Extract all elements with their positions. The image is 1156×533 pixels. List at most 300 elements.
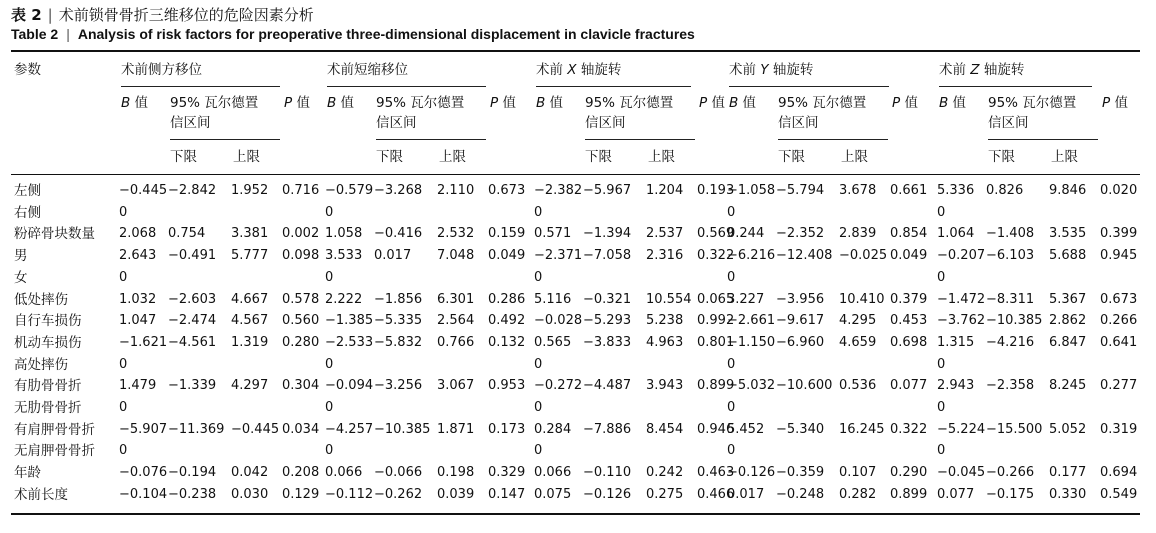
table-cell: 0.578 xyxy=(282,291,320,307)
table-cell: 5.367 xyxy=(1049,291,1087,307)
table-cell: 0.075 xyxy=(534,486,572,502)
row-label: 男 xyxy=(14,248,28,265)
table-cell: 0.177 xyxy=(1049,465,1087,481)
table-row xyxy=(0,289,1156,311)
table-cell: 0 xyxy=(937,204,946,220)
ci-header-line1: 95% 瓦尔德置 xyxy=(376,95,465,111)
table-cell: 0.399 xyxy=(1100,226,1138,242)
table-cell: 0 xyxy=(119,400,128,415)
ci-header xyxy=(988,93,1076,133)
table-row xyxy=(0,354,1156,376)
table-cell: 0.463 xyxy=(697,465,735,481)
table-cell: −0.416 xyxy=(374,226,423,242)
table-cell: 4.567 xyxy=(231,313,269,329)
table-row xyxy=(0,375,1156,397)
table-cell: 5.052 xyxy=(1049,421,1087,437)
table-cell: 10.554 xyxy=(646,291,692,307)
table-cell: 0 xyxy=(727,269,736,285)
group-title-5 xyxy=(939,60,1024,80)
p-value-header xyxy=(699,93,725,113)
table-cell: −2.474 xyxy=(168,313,217,329)
upper-bound-header: 上限 xyxy=(841,149,868,165)
table-cell: −0.175 xyxy=(986,486,1035,502)
ci-header-line2: 信区间 xyxy=(376,115,417,131)
table-cell: 16.245 xyxy=(839,421,885,437)
table-cell: −3.268 xyxy=(374,183,423,198)
table-cell: 0.379 xyxy=(890,291,928,307)
table-cell: −3.956 xyxy=(776,291,825,307)
table-cell: −1.472 xyxy=(937,291,986,307)
ci-header-line1: 95% 瓦尔德置 xyxy=(988,95,1077,111)
ci-header-line2: 信区间 xyxy=(778,115,819,131)
table-row xyxy=(0,332,1156,354)
table-cell: 0.946 xyxy=(697,421,735,437)
table-cell: 0.569 xyxy=(697,226,735,242)
table-cell: −7.886 xyxy=(583,421,632,437)
table-cell: 0.077 xyxy=(890,378,928,394)
param-header: 参数 xyxy=(14,62,41,78)
table-cell: 6.301 xyxy=(437,291,475,307)
table-cell: −2.382 xyxy=(534,183,583,198)
table-title-en: Analysis of risk factors for preoperative three-dimensional displacement in clavicle fractures xyxy=(77,26,695,42)
table-cell: −0.238 xyxy=(168,486,217,502)
table-bottom-rule xyxy=(11,513,1140,515)
table-cell: 2.643 xyxy=(119,248,157,264)
upper-bound-header: 上限 xyxy=(439,149,466,165)
table-cell: −1.150 xyxy=(727,334,776,350)
group-underline xyxy=(729,86,889,87)
table-row xyxy=(0,310,1156,332)
lower-bound-header: 下限 xyxy=(170,149,197,165)
ci-header-line1: 95% 瓦尔德置 xyxy=(585,95,674,111)
table-cell: −0.266 xyxy=(986,465,1035,481)
table-cell: 0.698 xyxy=(890,334,928,350)
table-cell: 0.107 xyxy=(839,465,877,481)
table-cell: 0 xyxy=(325,269,334,285)
table-cell: 0 xyxy=(119,269,128,285)
table-cell: 1.479 xyxy=(119,378,157,394)
group-title-suffix: 轴旋转 xyxy=(979,62,1025,78)
table-cell: 0.801 xyxy=(697,334,735,350)
table-row xyxy=(0,462,1156,484)
table-caption-en xyxy=(11,26,695,42)
table-cell: 0.280 xyxy=(282,334,320,350)
table-cell: 2.222 xyxy=(325,291,363,307)
table-cell: −0.194 xyxy=(168,465,217,481)
row-label: 左侧 xyxy=(14,183,41,199)
table-cell: 2.068 xyxy=(119,226,157,242)
table-cell: 0 xyxy=(534,443,543,459)
table-cell: 0.284 xyxy=(534,421,572,437)
table-cell: −3.762 xyxy=(937,313,986,329)
table-cell: 0.992 xyxy=(697,313,735,329)
table-cell: −2.533 xyxy=(325,334,374,350)
table-cell: 0 xyxy=(534,400,543,415)
p-suffix: 值 xyxy=(900,95,918,111)
p-letter: P xyxy=(1102,95,1111,111)
table-cell: −0.045 xyxy=(937,465,986,481)
group-title-prefix: 术前 xyxy=(536,62,568,78)
table-cell: −9.617 xyxy=(776,313,825,329)
lower-bound-header: 下限 xyxy=(988,149,1015,165)
table-cell: 0.066 xyxy=(534,465,572,481)
b-letter: B xyxy=(939,95,949,111)
b-suffix: 值 xyxy=(336,95,355,111)
table-cell: 0.492 xyxy=(488,313,526,329)
table-cell: 0.571 xyxy=(534,226,572,242)
p-value-header xyxy=(1102,93,1128,113)
table-cell: −1.394 xyxy=(583,226,632,242)
upper-bound-header: 上限 xyxy=(233,149,260,165)
table-cell: −10.385 xyxy=(986,313,1043,329)
table-cell: 1.064 xyxy=(937,226,975,242)
table-cell: −2.371 xyxy=(534,248,583,264)
table-cell: 10.410 xyxy=(839,291,885,307)
table-cell: −1.408 xyxy=(986,226,1035,242)
table-cell: 0.536 xyxy=(839,378,877,394)
table-cell: −0.359 xyxy=(776,465,825,481)
table-cell: 0 xyxy=(727,443,736,459)
table-cell: −2.352 xyxy=(776,226,825,242)
table-cell: 1.204 xyxy=(646,183,684,198)
table-cell: −0.272 xyxy=(534,378,583,394)
table-cell: 3.943 xyxy=(646,378,684,394)
table-cell: −0.076 xyxy=(119,465,168,481)
table-top-rule xyxy=(11,50,1140,52)
b-suffix: 值 xyxy=(545,95,564,111)
table-cell: 0.173 xyxy=(488,421,526,437)
table-cell: 0.066 xyxy=(325,465,363,481)
table-cell: −4.561 xyxy=(168,334,217,350)
table-cell: −5.340 xyxy=(776,421,825,437)
group-title-prefix: 术前短缩移位 xyxy=(327,62,408,78)
table-cell: 0.132 xyxy=(488,334,526,350)
lower-bound-header: 下限 xyxy=(585,149,612,165)
table-cell: −11.369 xyxy=(168,421,225,437)
ci-header-line2: 信区间 xyxy=(170,115,211,131)
table-cell: −0.207 xyxy=(937,248,986,264)
table-cell: −5.832 xyxy=(374,334,423,350)
p-suffix: 值 xyxy=(498,95,516,111)
table-cell: 0.147 xyxy=(488,486,526,502)
table-cell: 8.245 xyxy=(1049,378,1087,394)
table-cell: 0 xyxy=(534,204,543,220)
p-letter: P xyxy=(699,95,708,111)
table-cell: 0.661 xyxy=(890,183,928,198)
ci-underline xyxy=(778,139,888,140)
ci-header xyxy=(778,93,866,133)
table-cell: 0.953 xyxy=(488,378,526,394)
table-cell: 2.316 xyxy=(646,248,684,264)
table-cell: 0.673 xyxy=(488,183,526,198)
table-cell: 0.899 xyxy=(697,378,735,394)
ci-underline xyxy=(585,139,695,140)
table-cell: −1.385 xyxy=(325,313,374,329)
table-row xyxy=(0,223,1156,245)
ci-underline xyxy=(988,139,1098,140)
table-cell: 0.899 xyxy=(890,486,928,502)
table-cell: −15.500 xyxy=(986,421,1043,437)
table-cell: −0.110 xyxy=(583,465,632,481)
table-cell: 2.532 xyxy=(437,226,475,242)
table-cell: 0.766 xyxy=(437,334,475,350)
row-label: 无肋骨骨折 xyxy=(14,400,82,416)
p-letter: P xyxy=(284,95,293,111)
table-cell: −6.103 xyxy=(986,248,1035,264)
table-cell: 4.659 xyxy=(839,334,877,350)
table-cell: 0.304 xyxy=(282,378,320,394)
table-cell: 0.319 xyxy=(1100,421,1138,437)
table-cell: 3.067 xyxy=(437,378,475,394)
group-title-1 xyxy=(121,60,202,80)
table-cell: 0 xyxy=(534,269,543,285)
table-cell: −6.216 xyxy=(727,248,776,264)
table-cell: 4.963 xyxy=(646,334,684,350)
table-cell: −5.335 xyxy=(374,313,423,329)
table-cell: −12.408 xyxy=(776,248,833,264)
table-cell: −2.358 xyxy=(986,378,1035,394)
table-cell: 3.678 xyxy=(839,183,877,198)
table-cell: −10.600 xyxy=(776,378,833,394)
lower-bound-header: 下限 xyxy=(376,149,403,165)
table-cell: 3.533 xyxy=(325,248,363,264)
table-cell: 0.049 xyxy=(890,248,928,264)
table-cell: 5.336 xyxy=(937,183,975,198)
table-cell: 1.952 xyxy=(231,183,269,198)
table-row xyxy=(0,245,1156,267)
group-title-2 xyxy=(327,60,408,80)
p-suffix: 值 xyxy=(1110,95,1128,111)
table-cell: 0.049 xyxy=(488,248,526,264)
table-cell: 0.673 xyxy=(1100,291,1138,307)
table-cell: 0.466 xyxy=(697,486,735,502)
table-cell: 3.227 xyxy=(727,291,765,307)
table-cell: −0.579 xyxy=(325,183,374,198)
table-cell: 0.193 xyxy=(697,183,735,198)
table-cell: −0.104 xyxy=(119,486,168,502)
ci-header xyxy=(585,93,673,133)
group-underline xyxy=(939,86,1092,87)
table-cell: −1.856 xyxy=(374,291,423,307)
table-cell: 1.058 xyxy=(325,226,363,242)
table-cell: 2.564 xyxy=(437,313,475,329)
row-label: 机动车损伤 xyxy=(14,334,82,351)
table-cell: 0.129 xyxy=(282,486,320,502)
caption-separator-en: | xyxy=(66,26,70,42)
table-cell: −5.967 xyxy=(583,183,632,198)
table-cell: 5.116 xyxy=(534,291,572,307)
table-cell: −4.487 xyxy=(583,378,632,394)
table-cell: 1.319 xyxy=(231,334,269,350)
table-cell: −1.339 xyxy=(168,378,217,394)
table-cell: 0 xyxy=(325,204,334,220)
table-cell: −0.445 xyxy=(119,183,168,198)
row-label: 年龄 xyxy=(14,465,41,482)
table-cell: 5.452 xyxy=(727,421,765,437)
p-value-header xyxy=(490,93,516,113)
lower-bound-header: 下限 xyxy=(778,149,805,165)
ci-header xyxy=(170,93,258,133)
table-cell: −0.126 xyxy=(727,465,776,481)
ci-header xyxy=(376,93,464,133)
table-cell: 0.034 xyxy=(282,421,320,437)
table-cell: 0.549 xyxy=(1100,486,1138,502)
table-cell: 0 xyxy=(937,443,946,459)
table-cell: 0.826 xyxy=(986,183,1024,198)
table-row xyxy=(0,267,1156,289)
table-cell: 0 xyxy=(937,356,946,372)
b-value-header xyxy=(729,93,756,113)
group-title-axis: Z xyxy=(970,62,980,78)
row-label: 女 xyxy=(14,269,28,286)
b-value-header xyxy=(121,93,148,113)
table-cell: 0.641 xyxy=(1100,334,1138,350)
group-title-3 xyxy=(536,60,621,80)
table-cell: 2.537 xyxy=(646,226,684,242)
row-label: 右侧 xyxy=(14,204,41,221)
table-cell: −4.257 xyxy=(325,421,374,437)
table-cell: 0.716 xyxy=(282,183,320,198)
b-value-header xyxy=(939,93,966,113)
table-cell: −0.262 xyxy=(374,486,423,502)
ci-underline xyxy=(170,139,280,140)
table-cell: 0 xyxy=(727,356,736,372)
table-cell: 0.002 xyxy=(282,226,320,242)
table-cell: 3.381 xyxy=(231,226,269,242)
table-cell: −5.907 xyxy=(119,421,168,437)
table-cell: 0.854 xyxy=(890,226,928,242)
table-cell: 0.330 xyxy=(1049,486,1087,502)
table-cell: 0.282 xyxy=(839,486,877,502)
table-cell: −10.385 xyxy=(374,421,431,437)
table-cell: 0 xyxy=(534,356,543,372)
table-caption-zh xyxy=(11,4,314,25)
table-cell: 2.110 xyxy=(437,183,475,198)
table-cell: 1.315 xyxy=(937,334,975,350)
table-cell: 1.047 xyxy=(119,313,157,329)
table-cell: −0.321 xyxy=(583,291,632,307)
row-label: 粉碎骨块数量 xyxy=(14,226,95,243)
table-cell: −2.661 xyxy=(727,313,776,329)
table-cell: −7.058 xyxy=(583,248,632,264)
table-cell: 2.839 xyxy=(839,226,877,242)
b-letter: B xyxy=(729,95,739,111)
table-cell: 6.847 xyxy=(1049,334,1087,350)
table-row xyxy=(0,419,1156,441)
table-cell: 0.017 xyxy=(374,248,412,264)
p-suffix: 值 xyxy=(707,95,725,111)
upper-bound-header: 上限 xyxy=(1051,149,1078,165)
table-cell: 0 xyxy=(937,400,946,415)
table-cell: 0.017 xyxy=(727,486,765,502)
ci-underline xyxy=(376,139,486,140)
table-cell: 0.242 xyxy=(646,465,684,481)
table-label-zh: 表 2 xyxy=(11,6,42,24)
table-cell: 0.565 xyxy=(534,334,572,350)
row-label: 高处摔伤 xyxy=(14,356,68,373)
table-cell: −3.256 xyxy=(374,378,423,394)
table-cell: 0 xyxy=(727,400,736,415)
table-cell: 0 xyxy=(325,356,334,372)
group-title-prefix: 术前 xyxy=(729,62,761,78)
b-letter: B xyxy=(327,95,337,111)
group-underline xyxy=(327,86,486,87)
table-cell: 0 xyxy=(937,269,946,285)
table-cell: 2.862 xyxy=(1049,313,1087,329)
row-label: 低处摔伤 xyxy=(14,291,68,308)
table-cell: 0.275 xyxy=(646,486,684,502)
table-cell: 0.042 xyxy=(231,465,269,481)
table-cell: −5.293 xyxy=(583,313,632,329)
table-row xyxy=(0,484,1156,506)
table-row xyxy=(0,397,1156,419)
b-suffix: 值 xyxy=(738,95,757,111)
table-title-zh: 术前锁骨骨折三维移位的危险因素分析 xyxy=(58,6,314,24)
table-row xyxy=(0,440,1156,462)
table-cell: 0.322 xyxy=(890,421,928,437)
table-cell: 5.238 xyxy=(646,313,684,329)
table-cell: −5.224 xyxy=(937,421,986,437)
row-label: 有肩胛骨骨折 xyxy=(14,421,95,438)
group-title-suffix: 轴旋转 xyxy=(576,62,622,78)
group-title-prefix: 术前 xyxy=(939,62,971,78)
table-cell: 0.159 xyxy=(488,226,526,242)
table-cell: −5.794 xyxy=(776,183,825,198)
b-value-header xyxy=(536,93,563,113)
table-cell: −1.058 xyxy=(727,183,776,198)
p-letter: P xyxy=(490,95,499,111)
table-cell: 0 xyxy=(119,204,128,220)
table-cell: 0.277 xyxy=(1100,378,1138,394)
table-cell: −8.311 xyxy=(986,291,1035,307)
row-label: 自行车损伤 xyxy=(14,313,82,330)
table-cell: 9.846 xyxy=(1049,183,1087,198)
table-cell: 0.560 xyxy=(282,313,320,329)
table-cell: −0.491 xyxy=(168,248,217,264)
group-underline xyxy=(121,86,280,87)
table-cell: 1.871 xyxy=(437,421,475,437)
table-cell: −0.025 xyxy=(839,248,888,264)
table-cell: 0.286 xyxy=(488,291,526,307)
row-label: 无肩胛骨骨折 xyxy=(14,443,95,460)
table-cell: 5.688 xyxy=(1049,248,1087,264)
table-header-rule xyxy=(11,174,1140,175)
table-cell: −0.094 xyxy=(325,378,374,394)
row-label: 术前长度 xyxy=(14,486,68,503)
table-cell: 0.020 xyxy=(1100,183,1138,198)
group-title-axis: X xyxy=(567,62,577,78)
table-cell: 0.065 xyxy=(697,291,735,307)
table-cell: 2.943 xyxy=(937,378,975,394)
p-value-header xyxy=(892,93,918,113)
table-cell: 0.208 xyxy=(282,465,320,481)
table-cell: 0.694 xyxy=(1100,465,1138,481)
table-cell: 0.453 xyxy=(890,313,928,329)
table-cell: 0.039 xyxy=(437,486,475,502)
table-cell: −0.445 xyxy=(231,421,280,437)
ci-header-line2: 信区间 xyxy=(585,115,626,131)
upper-bound-header: 上限 xyxy=(648,149,675,165)
b-suffix: 值 xyxy=(948,95,967,111)
group-title-prefix: 术前侧方移位 xyxy=(121,62,202,78)
table-cell: 0.266 xyxy=(1100,313,1138,329)
table-cell: 4.667 xyxy=(231,291,269,307)
table-cell: −3.833 xyxy=(583,334,632,350)
table-cell: 4.295 xyxy=(839,313,877,329)
table-cell: −4.216 xyxy=(986,334,1035,350)
table-cell: 0.329 xyxy=(488,465,526,481)
ci-header-line1: 95% 瓦尔德置 xyxy=(778,95,867,111)
